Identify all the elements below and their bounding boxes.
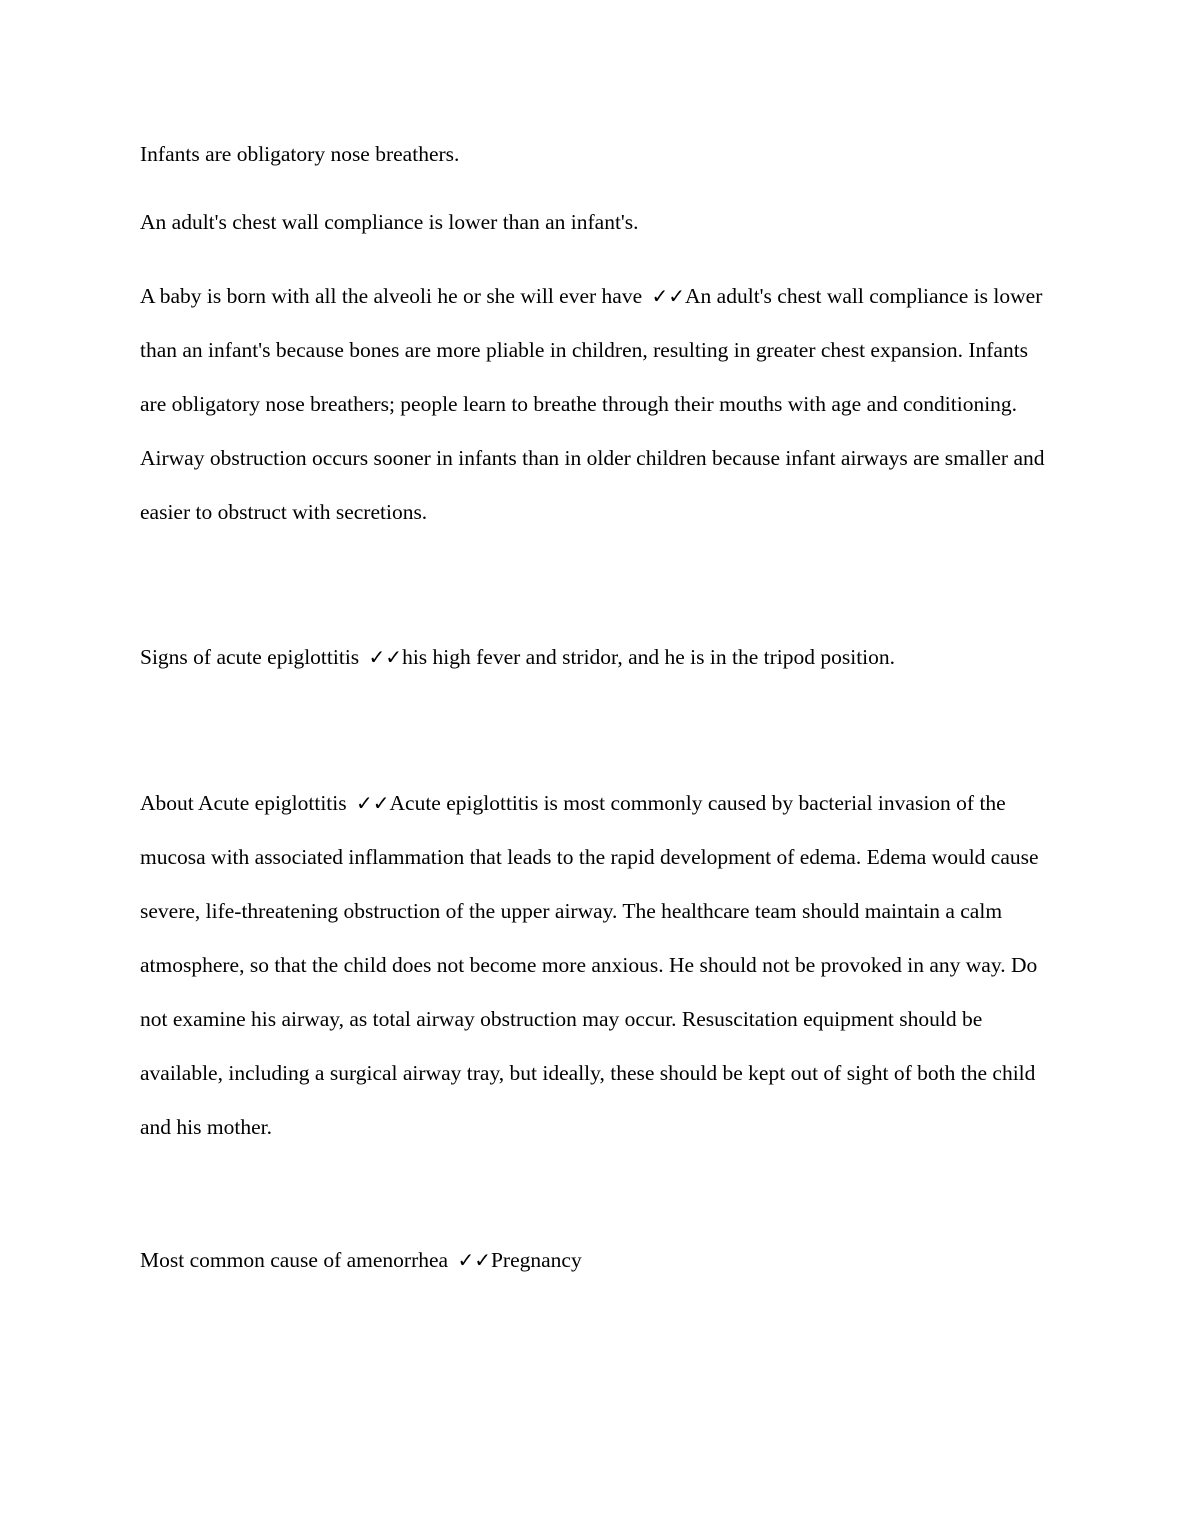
- answer-text: Acute epiglottitis is most commonly caused by bacterial invasion of the mucosa with associated inflammation that leads to the rapid development of edema. Edema would cause severe, life-threatening obstruction of the upper airway. The healthcare team should maintain a calm atmosphere, so that the child does not become more anxious. He should not be provoked in any way. Do not examine his airway, as total airway obstruction may occur. Resuscitation equipment should be available, including a surgical airway tray, but ideally, these should be kept out of sight of both the child and his mother.: [140, 791, 1039, 1139]
- answer-text: Pregnancy: [490, 1248, 582, 1272]
- answer-text: his high fever and stridor, and he is in the tripod position.: [402, 645, 896, 669]
- qa-paragraph: [140, 630, 1055, 684]
- question-text: Signs of acute epiglottitis: [140, 645, 360, 669]
- question-text: A baby is born with all the alveoli he or she will ever have: [140, 284, 643, 308]
- double-check-icon: ✓✓: [457, 1248, 491, 1272]
- question-text: Most common cause of amenorrhea: [140, 1248, 449, 1272]
- answer-text: An adult's chest wall compliance is lower than an infant's because bones are more pliable in children, resulting in greater chest expansion. Infants are obligatory nose breathers; people learn to breathe through their mouths with age and conditioning. Airway obstruction occurs sooner in infants than in older children because infant airways are smaller and easier to obstruct with secretions.: [140, 284, 1045, 524]
- double-check-icon: ✓✓: [356, 791, 390, 815]
- statement-text: Infants are obligatory nose breathers.: [140, 142, 460, 166]
- qa-paragraph: [140, 269, 1055, 539]
- statement-text: An adult's chest wall compliance is lower than an infant's.: [140, 210, 639, 234]
- qa-paragraph: [140, 776, 1055, 1154]
- double-check-icon: ✓✓: [651, 284, 686, 308]
- question-text: About Acute epiglottitis: [140, 791, 347, 815]
- double-check-icon: ✓✓: [368, 645, 403, 669]
- statement-paragraph: [140, 207, 1055, 237]
- statement-paragraph: [140, 139, 1055, 169]
- qa-paragraph: [140, 1245, 1055, 1275]
